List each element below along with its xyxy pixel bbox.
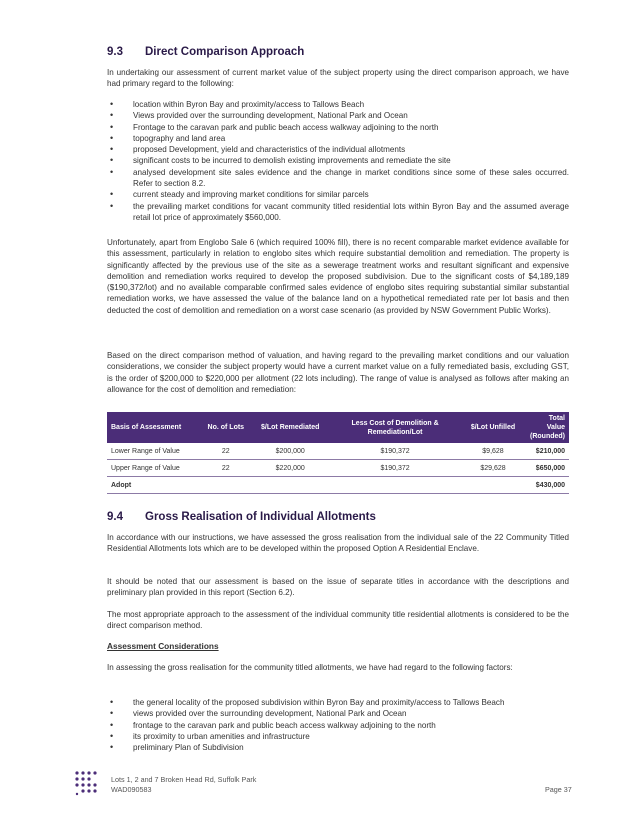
assessment-considerations-heading: Assessment Considerations bbox=[107, 641, 219, 651]
table-cell: $190,372 bbox=[330, 460, 460, 477]
list-item: • views provided over the surrounding development, National Park and Ocean bbox=[107, 708, 569, 719]
instructions-paragraph: In accordance with our instructions, we have assessed the gross realisation from the individual sale of the 22 Community Titled Residential Allotments lots which are to be developed within the proposed Option A Residential Enclave. bbox=[107, 533, 569, 554]
table-cell: $9,628 bbox=[460, 443, 526, 460]
page-number: Page 37 bbox=[545, 785, 572, 794]
table-cell: 22 bbox=[201, 460, 250, 477]
valuation-table bbox=[107, 412, 569, 494]
column-header: $/Lot Remediated bbox=[250, 412, 330, 443]
footer-address: Lots 1, 2 and 7 Broken Head Rd, Suffolk Park bbox=[111, 775, 257, 784]
table-header-row bbox=[107, 412, 569, 443]
list-item: • the prevailing market conditions for vacant community titled residential lots within Byron Bay and the assumed average retail lot price of approximately $560,000. bbox=[107, 201, 569, 224]
table-row-adopt bbox=[107, 477, 569, 494]
table-cell: $650,000 bbox=[526, 460, 569, 477]
list-item: • its proximity to urban amenities and infrastructure bbox=[107, 731, 569, 742]
comparison-factors-list bbox=[107, 99, 569, 223]
table-cell: $210,000 bbox=[526, 443, 569, 460]
table-cell: Upper Range of Value bbox=[107, 460, 201, 477]
list-item: • Frontage to the caravan park and public beach access walkway adjoining to the north bbox=[107, 122, 569, 133]
column-header: Less Cost of Demolition & Remediation/Lot bbox=[330, 412, 460, 443]
section-heading-9-4 bbox=[107, 511, 376, 523]
section-title: Gross Realisation of Individual Allotments bbox=[145, 511, 376, 523]
assessment-basis-paragraph: It should be noted that our assessment is based on the issue of separate titles in accordance with the descriptions and preliminary plan provided in this report (Section 6.2). bbox=[107, 577, 569, 598]
column-header: $/Lot Unfilled bbox=[460, 412, 526, 443]
column-header: Total Value (Rounded) bbox=[526, 412, 569, 443]
table-cell: 22 bbox=[201, 443, 250, 460]
list-item: • frontage to the caravan park and public beach access walkway adjoining to the north bbox=[107, 720, 569, 731]
section-heading-9-3 bbox=[107, 46, 304, 58]
table-row bbox=[107, 443, 569, 460]
list-item: • proposed Development, yield and characteristics of the individual allotments bbox=[107, 144, 569, 155]
list-item: • analysed development site sales evidence and the change in market conditions since some of these sales occurred. Refer to section 8.2. bbox=[107, 167, 569, 190]
list-item: • Views provided over the surrounding development, National Park and Ocean bbox=[107, 110, 569, 121]
list-item: • significant costs to be incurred to demolish existing improvements and remediate the site bbox=[107, 155, 569, 166]
table-cell: Lower Range of Value bbox=[107, 443, 201, 460]
adopt-label: Adopt bbox=[107, 477, 526, 494]
considerations-intro-paragraph: In assessing the gross realisation for the community titled allotments, we have had regard to the following factors: bbox=[107, 663, 513, 672]
list-item: • the general locality of the proposed subdivision within Byron Bay and proximity/access to Tallows Beach bbox=[107, 697, 569, 708]
company-logo-dots-icon bbox=[74, 770, 102, 798]
approach-paragraph: The most appropriate approach to the assessment of the individual community title residential allotments is considered to be the direct comparison method. bbox=[107, 610, 569, 631]
valuation-conclusion-paragraph: Based on the direct comparison method of valuation, and having regard to the prevailing market conditions and our valuation considerations, we consider the subject property would have a current market value on a fully remediated basis, excluding GST, is the order of $200,000 to $220,000 per allotment (22 lots including). The range of value is analysed as follows after making an allowance for the cost of demolition and remediation: bbox=[107, 351, 569, 394]
adopt-value: $430,000 bbox=[526, 477, 569, 494]
table-cell: $190,372 bbox=[330, 443, 460, 460]
section-number: 9.3 bbox=[107, 46, 123, 58]
market-evidence-paragraph: Unfortunately, apart from Englobo Sale 6 (which required 100% fill), there is no recent comparable market evidence available for this assessment, particularly in relation to englobo sites which require substantial demolition and remediation. The property is significantly affected by the previous use of the site as a sewerage treatment works and resultant significant and expensive demolition and remediation works required to develop the proposed subdivision. Due to the significant costs of $4,189,189 ($190,372/lot) and no available comparable confirmed sales evidence of englobo sites requiring substantial similar substantial remediation works, we have assessed the value of the balance land on a hypothetical remediated rate per lot basis and then deducted the cost of demolition and remediation on a worst case scenario (as provided by NSW Government Public Works). bbox=[107, 238, 569, 315]
section-number: 9.4 bbox=[107, 511, 123, 523]
list-item: • location within Byron Bay and proximity/access to Tallows Beach bbox=[107, 99, 569, 110]
table-cell: $220,000 bbox=[250, 460, 330, 477]
list-item: • preliminary Plan of Subdivision bbox=[107, 742, 569, 753]
list-item: • current steady and improving market conditions for similar parcels bbox=[107, 189, 569, 200]
footer-reference: WAD090583 bbox=[111, 785, 152, 794]
footer-address-block bbox=[111, 775, 256, 795]
table-cell: $200,000 bbox=[250, 443, 330, 460]
section-title: Direct Comparison Approach bbox=[145, 46, 305, 58]
column-header: No. of Lots bbox=[201, 412, 250, 443]
table-row bbox=[107, 460, 569, 477]
list-item: • topography and land area bbox=[107, 133, 569, 144]
realisation-factors-list bbox=[107, 697, 569, 753]
column-header: Basis of Assessment bbox=[107, 412, 201, 443]
table-cell: $29,628 bbox=[460, 460, 526, 477]
section-intro-paragraph: In undertaking our assessment of current market value of the subject property using the direct comparison approach, we have had primary regard to the following: bbox=[107, 68, 569, 89]
